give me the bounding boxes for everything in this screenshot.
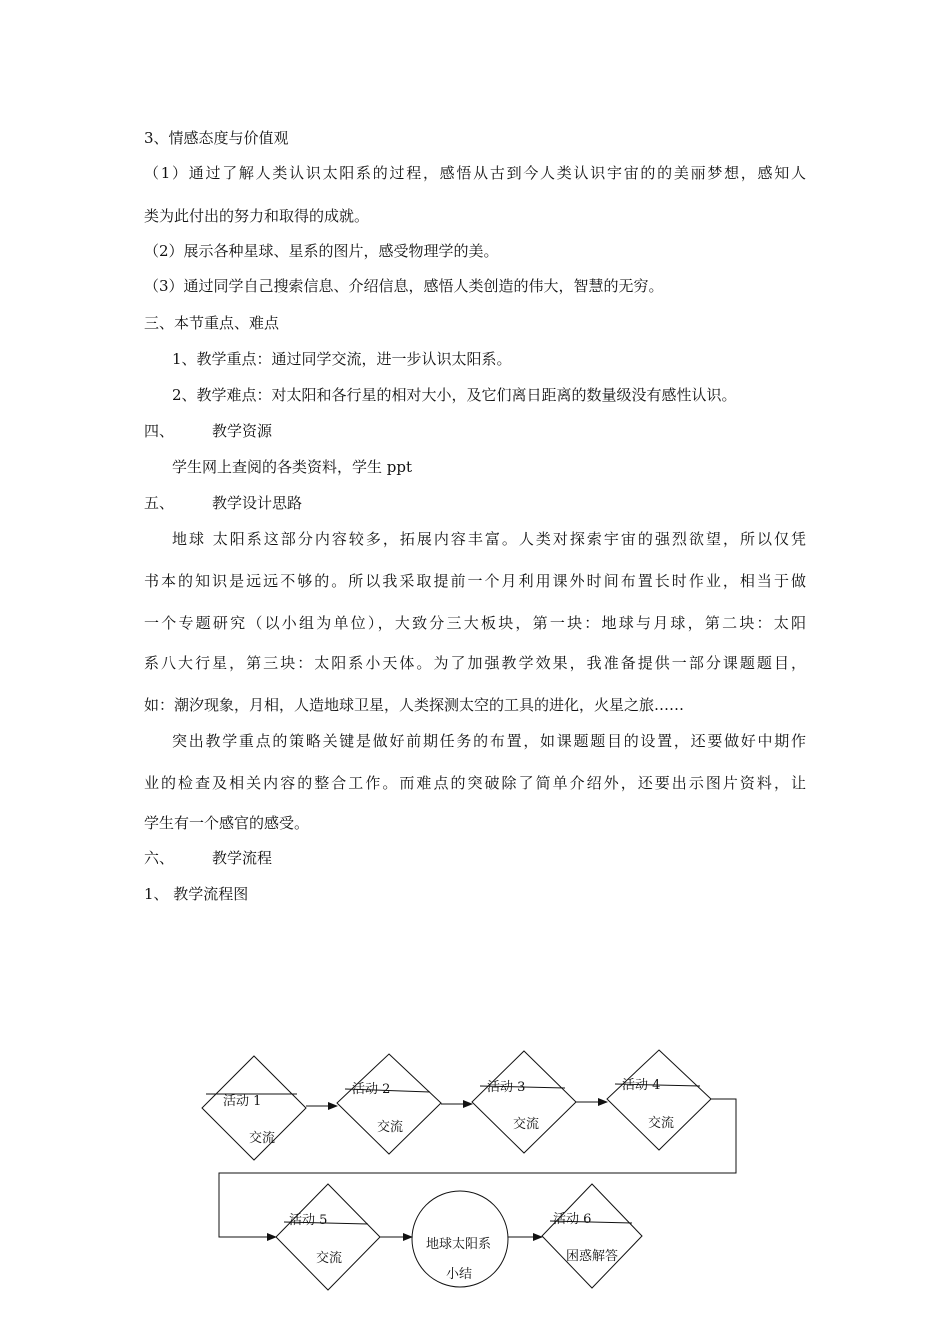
activity-4-label: 活动 4	[622, 1078, 661, 1093]
paragraph-line: 系八大行星，第三块：太阳系小天体。为了加强教学效果，我准备提供一部分课题题目，	[144, 654, 806, 672]
resources-text: 学生网上查阅的各类资料，学生 ppt	[172, 458, 413, 476]
activity-5-label: 活动 5	[289, 1213, 328, 1228]
paragraph-line: （3）通过同学自己搜索信息、介绍信息，感悟人类创造的伟大，智慧的无穷。	[144, 277, 664, 295]
activity-3-diamond	[472, 1051, 576, 1153]
key-point: 1、教学重点：通过同学交流，进一步认识太阳系。	[172, 350, 512, 368]
activity-5-diamond	[276, 1184, 380, 1290]
section-heading-number: 四、	[144, 422, 175, 440]
section-heading: 三、本节重点、难点	[144, 314, 280, 332]
flowchart-title: 1、 教学流程图	[144, 885, 249, 903]
activity-1-label: 活动 1	[223, 1094, 262, 1109]
activity-2-label: 活动 2	[352, 1082, 391, 1097]
activity-3-label: 活动 3	[487, 1080, 526, 1095]
paragraph-line: 一个专题研究（以小组为单位），大致分三大板块，第一块：地球与月球，第二块：太阳	[144, 614, 806, 632]
paragraph-line: 学生有一个感官的感受。	[144, 814, 310, 832]
exchange-5-label: 交流	[316, 1251, 343, 1266]
section-heading-number: 六、	[144, 849, 175, 867]
activity-6-diamond	[542, 1184, 642, 1288]
summary-label-line-1: 地球太阳系	[426, 1237, 492, 1252]
activity-6-label: 活动 6	[553, 1212, 592, 1227]
paragraph-line: （1）通过了解人类认识太阳系的过程，感悟从古到今人类认识宇宙的的美丽梦想，感知人	[144, 164, 806, 182]
paragraph-line: 类为此付出的努力和取得的成就。	[144, 207, 370, 225]
section-3-title: 3、情感态度与价值观	[144, 129, 289, 147]
activity-2-diamond	[337, 1054, 441, 1154]
difficulty-point: 2、教学难点：对太阳和各行星的相对大小，及它们离日距离的数量级没有感性认识。	[172, 386, 737, 404]
section-heading: 教学资源	[212, 422, 273, 440]
paragraph-line: 突出教学重点的策略关键是做好前期任务的布置，如课题题目的设置，还要做好中期作	[172, 732, 806, 750]
paragraph-line: 地球 太阳系这部分内容较多，拓展内容丰富。人类对探索宇宙的强烈欲望，所以仅凭	[172, 530, 806, 548]
exchange-4-label: 交流	[648, 1116, 675, 1131]
qa-label: 困惑解答	[566, 1249, 619, 1264]
section-heading-number: 五、	[144, 494, 175, 512]
paragraph-line: 如：潮汐现象，月相，人造地球卫星，人类探测太空的工具的进化，火星之旅……	[144, 696, 685, 714]
activity-4-diamond	[607, 1050, 711, 1150]
summary-label-line-2: 小结	[446, 1267, 473, 1282]
paragraph-line: 业的检查及相关内容的整合工作。而难点的突破除了简单介绍外，还要出示图片资料，让	[144, 774, 806, 792]
paragraph-line: （2）展示各种星球、星系的图片，感受物理学的美。	[144, 242, 499, 260]
section-heading: 教学流程	[212, 849, 273, 867]
exchange-1-label: 交流	[249, 1131, 276, 1146]
paragraph-line: 书本的知识是远远不够的。所以我采取提前一个月利用课外时间布置长时作业，相当于做	[144, 572, 806, 590]
exchange-2-label: 交流	[377, 1120, 404, 1135]
section-heading: 教学设计思路	[212, 494, 303, 512]
exchange-3-label: 交流	[513, 1117, 540, 1132]
